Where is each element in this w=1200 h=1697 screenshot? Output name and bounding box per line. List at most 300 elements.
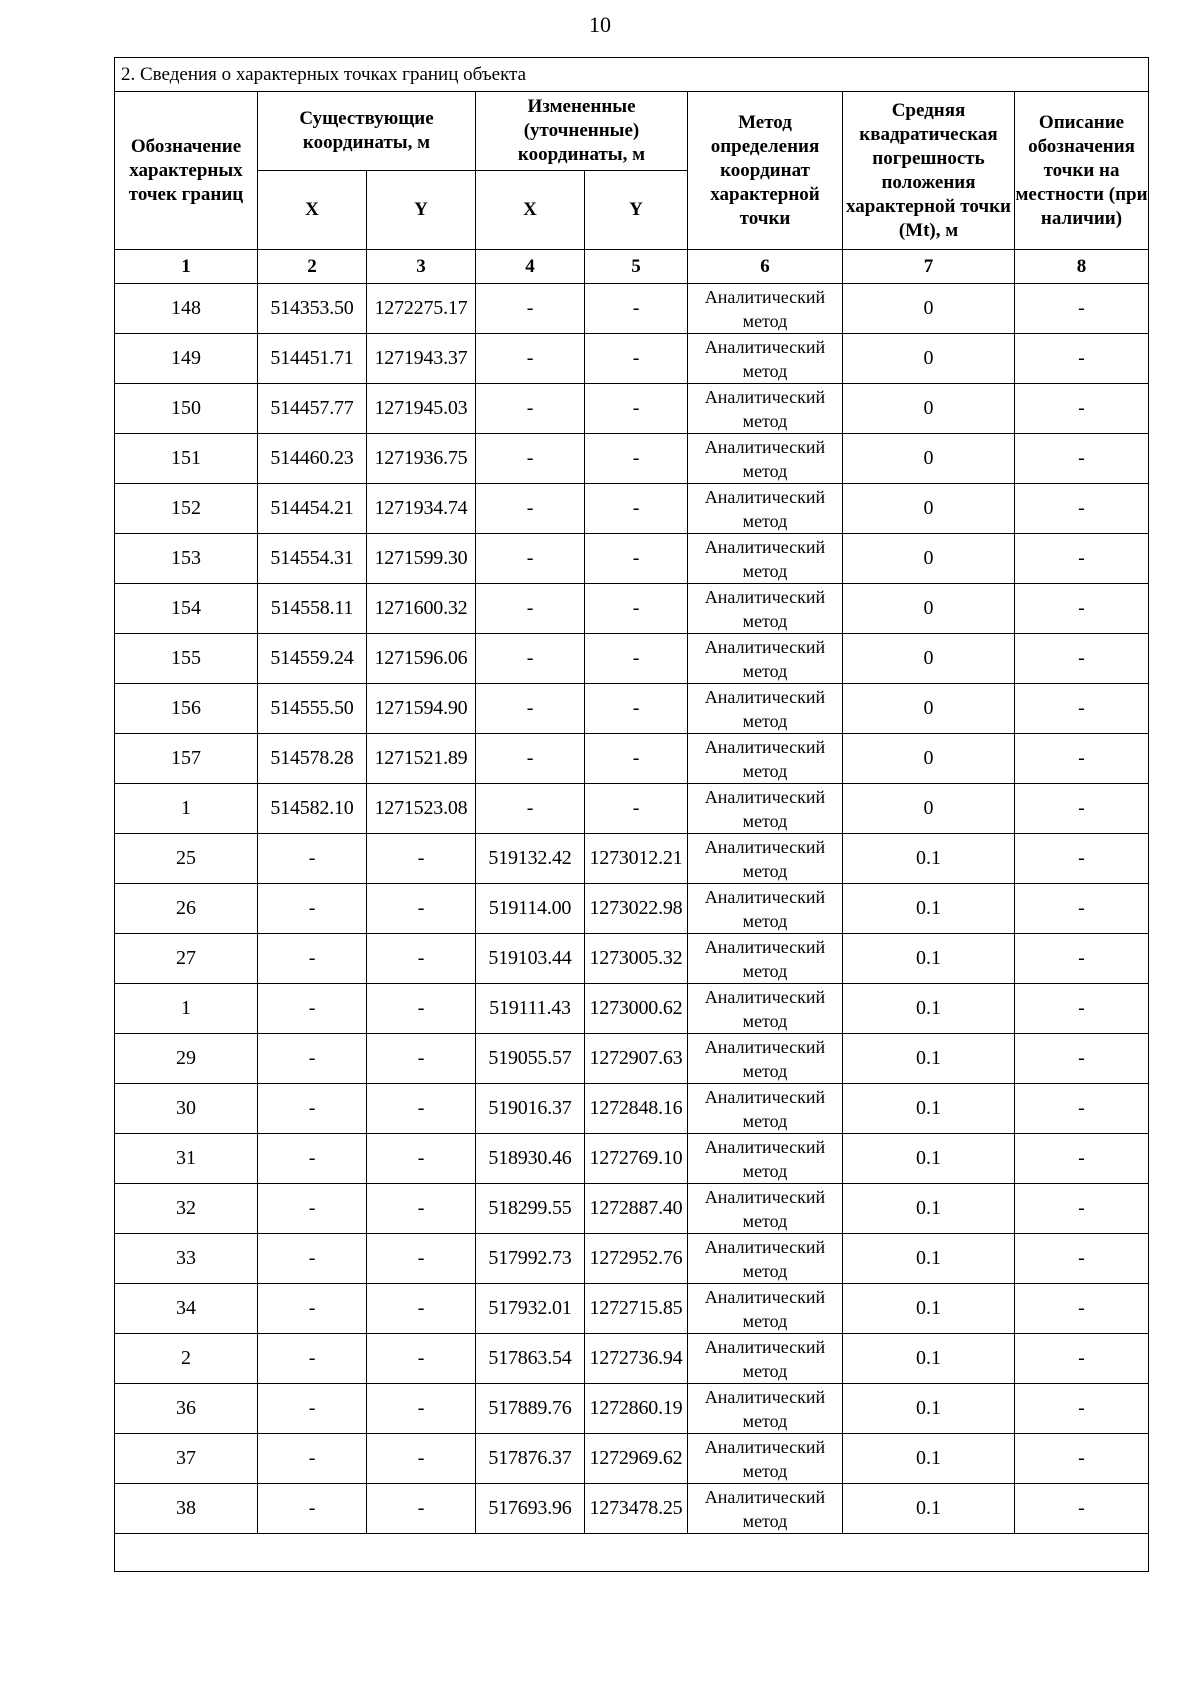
description-cell: - (1015, 1434, 1149, 1484)
point-cell: 151 (115, 434, 258, 484)
changed-x-cell: 519114.00 (476, 884, 585, 934)
column-number: 3 (367, 250, 476, 284)
description-cell: - (1015, 1084, 1149, 1134)
method-text-line: метод (742, 960, 788, 981)
method-cell (688, 484, 843, 534)
changed-y-cell: - (585, 584, 688, 634)
error-cell: 0.1 (843, 984, 1015, 1034)
header-changed-coords: Измененные (уточненные) координаты, м (476, 92, 688, 171)
existing-y-cell: 1271600.32 (367, 584, 476, 634)
error-cell: 0 (843, 334, 1015, 384)
changed-x-cell: - (476, 484, 585, 534)
existing-y-cell: - (367, 1084, 476, 1134)
description-cell: - (1015, 684, 1149, 734)
description-cell: - (1015, 1334, 1149, 1384)
method-text-line: Аналитический (704, 486, 826, 507)
existing-x-cell: - (258, 1134, 367, 1184)
existing-y-cell: - (367, 1434, 476, 1484)
point-cell: 26 (115, 884, 258, 934)
header-description: Описание обозначения точки на местности (при наличии) (1015, 92, 1149, 250)
changed-x-cell: 519132.42 (476, 834, 585, 884)
error-cell: 0.1 (843, 1084, 1015, 1134)
method-text-line: метод (742, 1310, 788, 1331)
table-row (115, 1034, 1149, 1084)
point-cell: 27 (115, 934, 258, 984)
table-row (115, 434, 1149, 484)
point-cell: 29 (115, 1034, 258, 1084)
existing-y-cell: 1271599.30 (367, 534, 476, 584)
method-cell (688, 1184, 843, 1234)
boundary-points-table (114, 57, 1149, 1572)
existing-x-cell: - (258, 1284, 367, 1334)
table-row (115, 1284, 1149, 1334)
existing-y-cell: - (367, 1134, 476, 1184)
method-text-line: метод (742, 1110, 788, 1131)
changed-x-cell: 518299.55 (476, 1184, 585, 1234)
point-cell: 152 (115, 484, 258, 534)
existing-x-cell: - (258, 1234, 367, 1284)
method-text-line: метод (742, 1260, 788, 1281)
existing-y-cell: - (367, 1234, 476, 1284)
error-cell: 0 (843, 384, 1015, 434)
point-cell: 149 (115, 334, 258, 384)
point-cell: 36 (115, 1384, 258, 1434)
point-cell: 1 (115, 984, 258, 1034)
method-text-line: Аналитический (704, 986, 826, 1007)
page-number: 10 (589, 12, 611, 37)
method-cell (688, 984, 843, 1034)
point-cell: 148 (115, 284, 258, 334)
changed-y-cell: 1272860.19 (585, 1384, 688, 1434)
method-text-line: метод (742, 860, 788, 881)
description-cell: - (1015, 534, 1149, 584)
table-row (115, 1084, 1149, 1134)
existing-x-cell: - (258, 1184, 367, 1234)
existing-y-cell: - (367, 984, 476, 1034)
point-cell: 2 (115, 1334, 258, 1384)
header-designation: Обозначение характерных точек границ (115, 92, 258, 250)
description-cell: - (1015, 1184, 1149, 1234)
changed-y-cell: - (585, 484, 688, 534)
changed-y-cell: 1273000.62 (585, 984, 688, 1034)
changed-y-cell: 1272736.94 (585, 1334, 688, 1384)
method-text-line: метод (742, 1410, 788, 1431)
error-cell: 0.1 (843, 884, 1015, 934)
method-text-line: Аналитический (704, 736, 826, 757)
method-text-line: Аналитический (704, 286, 826, 307)
changed-y-cell: 1273005.32 (585, 934, 688, 984)
table-row (115, 284, 1149, 334)
table-body (115, 284, 1149, 1534)
existing-x-cell: 514582.10 (258, 784, 367, 834)
method-text-line: Аналитический (704, 1186, 826, 1207)
method-text-line: метод (742, 1210, 788, 1231)
description-cell: - (1015, 1484, 1149, 1534)
method-text-line: метод (742, 660, 788, 681)
changed-y-cell: 1272969.62 (585, 1434, 688, 1484)
description-cell: - (1015, 634, 1149, 684)
description-cell: - (1015, 384, 1149, 434)
description-cell: - (1015, 1284, 1149, 1334)
existing-x-cell: - (258, 1434, 367, 1484)
error-cell: 0.1 (843, 1134, 1015, 1184)
method-text-line: Аналитический (704, 336, 826, 357)
method-text-line: метод (742, 510, 788, 531)
changed-y-cell: 1272952.76 (585, 1234, 688, 1284)
method-cell (688, 1284, 843, 1334)
existing-x-cell: - (258, 1384, 367, 1434)
header-changed-y: Y (585, 171, 688, 250)
table-row (115, 634, 1149, 684)
existing-x-cell: - (258, 884, 367, 934)
existing-x-cell: - (258, 1084, 367, 1134)
existing-x-cell: - (258, 934, 367, 984)
existing-y-cell: 1271594.90 (367, 684, 476, 734)
method-cell (688, 334, 843, 384)
method-cell (688, 1334, 843, 1384)
changed-y-cell: - (585, 734, 688, 784)
point-cell: 38 (115, 1484, 258, 1534)
column-number-row (115, 250, 1149, 284)
point-cell: 33 (115, 1234, 258, 1284)
error-cell: 0.1 (843, 834, 1015, 884)
changed-x-cell: 517932.01 (476, 1284, 585, 1334)
changed-y-cell: 1272887.40 (585, 1184, 688, 1234)
column-number: 1 (115, 250, 258, 284)
description-cell: - (1015, 734, 1149, 784)
method-cell (688, 784, 843, 834)
method-text-line: Аналитический (704, 536, 826, 557)
description-cell: - (1015, 1234, 1149, 1284)
existing-x-cell: 514578.28 (258, 734, 367, 784)
table-row (115, 684, 1149, 734)
error-cell: 0.1 (843, 934, 1015, 984)
method-cell (688, 684, 843, 734)
error-cell: 0 (843, 284, 1015, 334)
changed-y-cell: - (585, 284, 688, 334)
existing-x-cell: 514451.71 (258, 334, 367, 384)
description-cell: - (1015, 434, 1149, 484)
description-cell: - (1015, 834, 1149, 884)
method-text-line: метод (742, 760, 788, 781)
empty-footer-row (115, 1534, 1149, 1572)
method-text-line: метод (742, 1460, 788, 1481)
changed-y-cell: 1272769.10 (585, 1134, 688, 1184)
existing-x-cell: 514554.31 (258, 534, 367, 584)
method-text-line: метод (742, 360, 788, 381)
point-cell: 157 (115, 734, 258, 784)
column-number: 5 (585, 250, 688, 284)
method-text-line: Аналитический (704, 786, 826, 807)
existing-y-cell: - (367, 884, 476, 934)
table-row (115, 1234, 1149, 1284)
description-cell: - (1015, 334, 1149, 384)
table-row (115, 1384, 1149, 1434)
header-existing-y: Y (367, 171, 476, 250)
method-text-line: метод (742, 710, 788, 731)
existing-y-cell: 1271943.37 (367, 334, 476, 384)
method-cell (688, 634, 843, 684)
empty-footer-cell (115, 1534, 1149, 1572)
changed-x-cell: - (476, 434, 585, 484)
existing-y-cell: - (367, 1284, 476, 1334)
error-cell: 0.1 (843, 1184, 1015, 1234)
description-cell: - (1015, 284, 1149, 334)
method-text-line: метод (742, 1160, 788, 1181)
column-number: 4 (476, 250, 585, 284)
changed-x-cell: 519016.37 (476, 1084, 585, 1134)
table-row (115, 1484, 1149, 1534)
existing-y-cell: 1272275.17 (367, 284, 476, 334)
method-text-line: метод (742, 810, 788, 831)
method-text-line: метод (742, 910, 788, 931)
method-text-line: Аналитический (704, 1136, 826, 1157)
error-cell: 0 (843, 684, 1015, 734)
changed-x-cell: - (476, 684, 585, 734)
error-cell: 0.1 (843, 1284, 1015, 1334)
method-text-line: метод (742, 560, 788, 581)
method-cell (688, 284, 843, 334)
method-cell (688, 1484, 843, 1534)
method-cell (688, 1384, 843, 1434)
changed-x-cell: - (476, 784, 585, 834)
method-text-line: Аналитический (704, 1286, 826, 1307)
description-cell: - (1015, 584, 1149, 634)
existing-x-cell: - (258, 984, 367, 1034)
error-cell: 0 (843, 734, 1015, 784)
description-cell: - (1015, 1134, 1149, 1184)
method-text-line: Аналитический (704, 1436, 826, 1457)
existing-x-cell: 514353.50 (258, 284, 367, 334)
method-text-line: метод (742, 610, 788, 631)
existing-x-cell: - (258, 1034, 367, 1084)
point-cell: 37 (115, 1434, 258, 1484)
method-cell (688, 1234, 843, 1284)
table-row (115, 834, 1149, 884)
changed-y-cell: 1272848.16 (585, 1084, 688, 1134)
existing-x-cell: 514454.21 (258, 484, 367, 534)
point-cell: 34 (115, 1284, 258, 1334)
method-cell (688, 1134, 843, 1184)
point-cell: 32 (115, 1184, 258, 1234)
changed-x-cell: - (476, 634, 585, 684)
existing-y-cell: - (367, 834, 476, 884)
method-text-line: Аналитический (704, 886, 826, 907)
changed-y-cell: 1273478.25 (585, 1484, 688, 1534)
description-cell: - (1015, 984, 1149, 1034)
point-cell: 150 (115, 384, 258, 434)
point-cell: 1 (115, 784, 258, 834)
changed-x-cell: 517863.54 (476, 1334, 585, 1384)
error-cell: 0.1 (843, 1384, 1015, 1434)
method-text-line: Аналитический (704, 836, 826, 857)
changed-x-cell: 517992.73 (476, 1234, 585, 1284)
error-cell: 0 (843, 634, 1015, 684)
changed-x-cell: 517876.37 (476, 1434, 585, 1484)
error-cell: 0.1 (843, 1034, 1015, 1084)
method-cell (688, 884, 843, 934)
changed-x-cell: 517889.76 (476, 1384, 585, 1434)
existing-x-cell: - (258, 1334, 367, 1384)
method-text-line: Аналитический (704, 436, 826, 457)
changed-y-cell: - (585, 634, 688, 684)
table-row (115, 484, 1149, 534)
table-row (115, 934, 1149, 984)
table-caption-row (115, 58, 1149, 92)
method-text-line: метод (742, 1360, 788, 1381)
changed-y-cell: - (585, 434, 688, 484)
changed-x-cell: - (476, 384, 585, 434)
method-cell (688, 934, 843, 984)
method-text-line: Аналитический (704, 936, 826, 957)
method-cell (688, 734, 843, 784)
error-cell: 0 (843, 584, 1015, 634)
description-cell: - (1015, 1384, 1149, 1434)
method-text-line: метод (742, 1010, 788, 1031)
header-existing-x: X (258, 171, 367, 250)
error-cell: 0 (843, 534, 1015, 584)
table-row (115, 334, 1149, 384)
changed-y-cell: 1272715.85 (585, 1284, 688, 1334)
existing-y-cell: 1271936.75 (367, 434, 476, 484)
changed-x-cell: 519103.44 (476, 934, 585, 984)
table-row (115, 784, 1149, 834)
method-text-line: Аналитический (704, 1036, 826, 1057)
error-cell: 0.1 (843, 1334, 1015, 1384)
existing-y-cell: 1271596.06 (367, 634, 476, 684)
existing-y-cell: - (367, 1484, 476, 1534)
header-method: Метод определения координат характерной точки (688, 92, 843, 250)
method-text-line: Аналитический (704, 1336, 826, 1357)
column-number: 8 (1015, 250, 1149, 284)
point-cell: 156 (115, 684, 258, 734)
point-cell: 153 (115, 534, 258, 584)
method-text-line: Аналитический (704, 1386, 826, 1407)
table-row (115, 1334, 1149, 1384)
changed-x-cell: - (476, 534, 585, 584)
column-number: 7 (843, 250, 1015, 284)
error-cell: 0.1 (843, 1434, 1015, 1484)
changed-x-cell: 518930.46 (476, 1134, 585, 1184)
table-row (115, 884, 1149, 934)
method-cell (688, 384, 843, 434)
existing-x-cell: - (258, 834, 367, 884)
existing-x-cell: 514460.23 (258, 434, 367, 484)
existing-x-cell: 514555.50 (258, 684, 367, 734)
point-cell: 155 (115, 634, 258, 684)
method-text-line: метод (742, 1510, 788, 1531)
method-text-line: метод (742, 310, 788, 331)
table-row (115, 384, 1149, 434)
table-row (115, 984, 1149, 1034)
method-cell (688, 1084, 843, 1134)
method-text-line: Аналитический (704, 586, 826, 607)
existing-y-cell: 1271521.89 (367, 734, 476, 784)
table-row (115, 534, 1149, 584)
existing-x-cell: 514457.77 (258, 384, 367, 434)
changed-y-cell: - (585, 784, 688, 834)
method-cell (688, 1034, 843, 1084)
method-text-line: метод (742, 410, 788, 431)
existing-x-cell: 514558.11 (258, 584, 367, 634)
description-cell: - (1015, 934, 1149, 984)
existing-y-cell: 1271934.74 (367, 484, 476, 534)
error-cell: 0.1 (843, 1234, 1015, 1284)
method-text-line: метод (742, 460, 788, 481)
changed-y-cell: - (585, 384, 688, 434)
method-text-line: Аналитический (704, 386, 826, 407)
changed-y-cell: 1273012.21 (585, 834, 688, 884)
table-row (115, 584, 1149, 634)
column-number: 6 (688, 250, 843, 284)
existing-y-cell: - (367, 1184, 476, 1234)
method-text-line: Аналитический (704, 1486, 826, 1507)
table-row (115, 1134, 1149, 1184)
changed-x-cell: - (476, 734, 585, 784)
header-row-1 (115, 92, 1149, 171)
changed-y-cell: - (585, 334, 688, 384)
changed-y-cell: 1273022.98 (585, 884, 688, 934)
changed-x-cell: 517693.96 (476, 1484, 585, 1534)
description-cell: - (1015, 884, 1149, 934)
table-row (115, 1184, 1149, 1234)
changed-x-cell: - (476, 584, 585, 634)
description-cell: - (1015, 484, 1149, 534)
table-row (115, 1434, 1149, 1484)
error-cell: 0 (843, 434, 1015, 484)
changed-x-cell: - (476, 334, 585, 384)
error-cell: 0 (843, 484, 1015, 534)
changed-y-cell: - (585, 684, 688, 734)
column-number: 2 (258, 250, 367, 284)
section-title: 2. Сведения о характерных точках границ объекта (115, 58, 1149, 92)
existing-y-cell: 1271523.08 (367, 784, 476, 834)
existing-x-cell: 514559.24 (258, 634, 367, 684)
table-row (115, 734, 1149, 784)
method-text-line: метод (742, 1060, 788, 1081)
description-cell: - (1015, 1034, 1149, 1084)
point-cell: 30 (115, 1084, 258, 1134)
point-cell: 31 (115, 1134, 258, 1184)
method-text-line: Аналитический (704, 1236, 826, 1257)
header-changed-x: X (476, 171, 585, 250)
method-text-line: Аналитический (704, 636, 826, 657)
method-text-line: Аналитический (704, 686, 826, 707)
header-error: Средняя квадратическая погрешность положения характерной точки (Mt), м (843, 92, 1015, 250)
point-cell: 25 (115, 834, 258, 884)
error-cell: 0 (843, 784, 1015, 834)
changed-y-cell: - (585, 534, 688, 584)
point-cell: 154 (115, 584, 258, 634)
method-text-line: Аналитический (704, 1086, 826, 1107)
existing-y-cell: 1271945.03 (367, 384, 476, 434)
existing-y-cell: - (367, 934, 476, 984)
existing-y-cell: - (367, 1034, 476, 1084)
method-cell (688, 534, 843, 584)
method-cell (688, 434, 843, 484)
header-existing-coords: Существующие координаты, м (258, 92, 476, 171)
existing-y-cell: - (367, 1334, 476, 1384)
existing-x-cell: - (258, 1484, 367, 1534)
existing-y-cell: - (367, 1384, 476, 1434)
description-cell: - (1015, 784, 1149, 834)
method-cell (688, 834, 843, 884)
method-cell (688, 1434, 843, 1484)
changed-x-cell: 519055.57 (476, 1034, 585, 1084)
changed-x-cell: - (476, 284, 585, 334)
changed-y-cell: 1272907.63 (585, 1034, 688, 1084)
method-cell (688, 584, 843, 634)
